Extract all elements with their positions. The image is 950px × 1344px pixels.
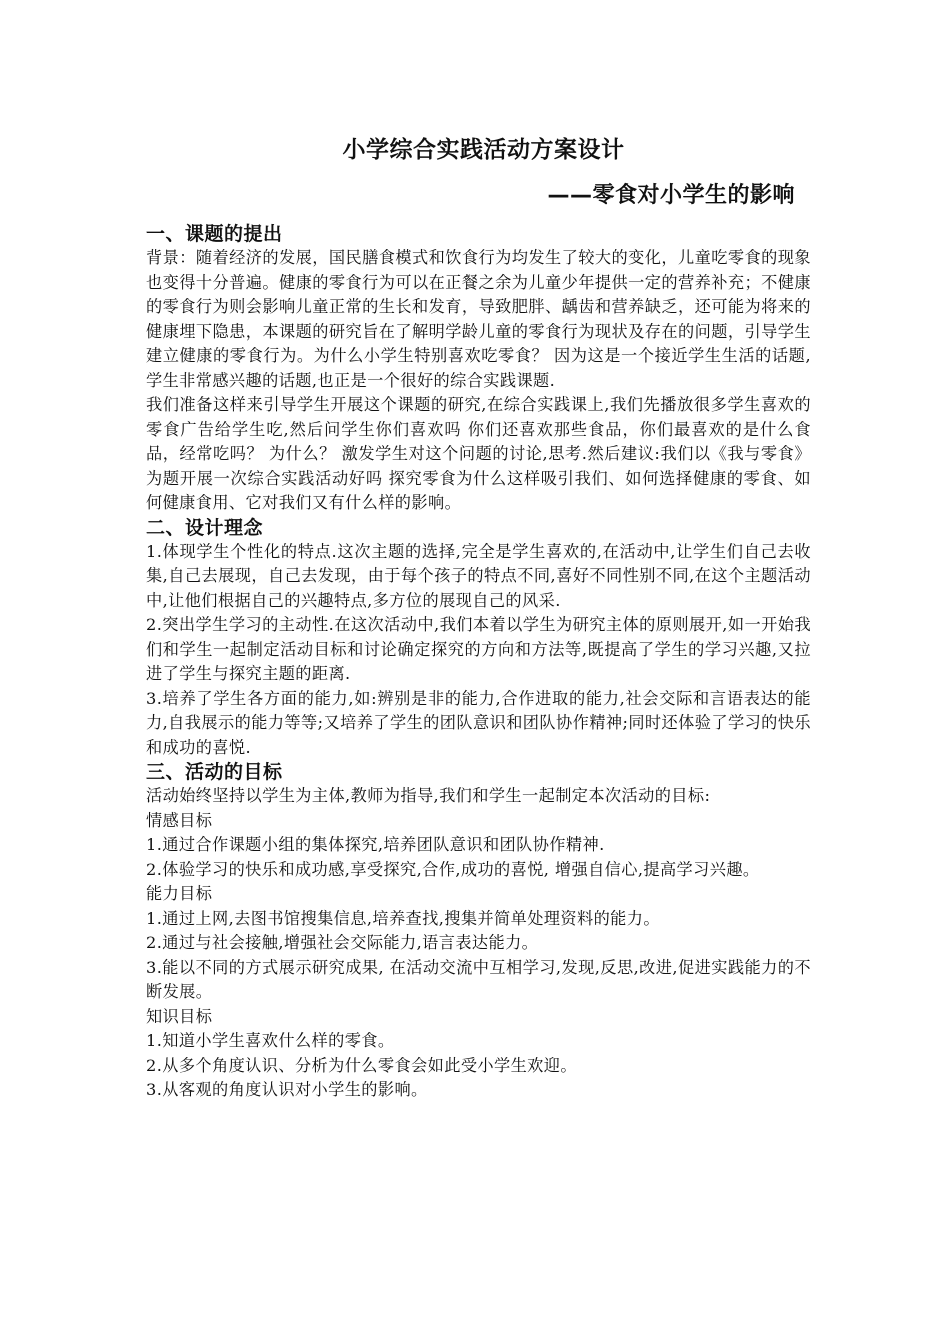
knowledge-goal-item: 3.从客观的角度认识对小学生的影响。 [146,1080,428,1099]
knowledge-goal-item: 1.知道小学生喜欢什么样的零食。 [146,1031,395,1050]
knowledge-goals-label: 知识目标 [146,1006,213,1026]
section-heading-design-concept: 二、设计理念 [146,516,264,539]
section-heading-objectives: 三、活动的目标 [146,761,283,783]
emotion-goal-item: 2.体验学习的快乐和成功感,享受探究,合作,成功的喜悦, 增强自信心,提高学习兴趣。 [146,859,760,879]
document-subtitle: ——零食对小学生的影响 [547,183,795,208]
knowledge-goal-item: 2.从多个角度认识、分析为什么零食会如此受小学生欢迎。 [146,1055,577,1075]
paragraph-approach: 我们准备这样来引导学生开展这个课题的研究,在综合实践课上,我们先播放很多学生喜欢的零食广告给学生吃,然后问学生你们喜欢吗 你们还喜欢那些食品，你们最喜欢的是什么食品，经常吃吗？ 为什么？ 激发学生对这个问题的讨论,思考.然后建议:我们以《我与零食》为题开展一次综合实践活动好吗 探究零食为什么这样吸引我们、如何选择健康的零食、如何健康食用、它对我们又有什么样的影响。 [146,395,811,512]
emotion-goals-label: 情感目标 [146,810,213,830]
paragraph-background: 背景：随着经济的发展，国民膳食模式和饮食行为均发生了较大的变化，儿童吃零食的现象也变得十分普遍。健康的零食行为可以在正餐之余为儿童少年提供一定的营养补充；不健康的零食行为则会影响儿童正常的生长和发育，导致肥胖、龋齿和营养缺乏，还可能为将来的健康埋下隐患，本课题的研究旨在了解明学龄儿童的零食行为现状及存在的问题，引导学生建立健康的零食行为。为什么小学生特别喜欢吃零食？ 因为这是一个接近学生生活的话题,学生非常感兴趣的话题,也正是一个很好的综合实践课题. [146,248,811,390]
paragraph-concept-3: 3.培养了学生各方面的能力,如:辨别是非的能力,合作进取的能力,社会交际和言语表达的能力,自我展示的能力等等;又培养了学生的团队意识和团队协作精神;同时还体验了学习的快乐和成功的喜悦. [146,688,811,757]
section-heading-proposal: 一、课题的提出 [146,223,283,245]
ability-goal-item: 2.通过与社会接触,增强社会交际能力,语言表达能力。 [146,933,539,952]
emotion-goal-item: 1.通过合作课题小组的集体探究,培养团队意识和团队协作精神. [146,835,605,854]
document-page [146,128,811,1103]
paragraph-concept-2: 2.突出学生学习的主动性.在这次活动中,我们本着以学生为研究主体的原则展开,如一开始我们和学生一起制定活动目标和讨论确定探究的方向和方法等,既提高了学生的学习兴趣,又拉进了学生与探究主题的距离. [146,615,811,683]
paragraph-objectives-intro: 活动始终坚持以学生为主体,教师为指导,我们和学生一起制定本次活动的目标: [146,786,711,805]
paragraph-concept-1: 1.体现学生个性化的特点.这次主题的选择,完全是学生喜欢的,在活动中,让学生们自己去收集,自己去展现，自己去发现，由于每个孩子的特点不同,喜好不同性别不同,在这个主题活动中,让他们根据自己的兴趣特点,多方位的展现自己的风采. [146,541,811,610]
document-title: 小学综合实践活动方案设计 [342,137,625,163]
ability-goal-item: 3.能以不同的方式展示研究成果, 在活动交流中互相学习,发现,反思,改进,促进实践能力的不断发展。 [146,957,811,1001]
ability-goal-item: 1.通过上网,去图书馆搜集信息,培养查找,搜集并简单处理资料的能力。 [146,908,660,928]
ability-goals-label: 能力目标 [146,884,213,903]
